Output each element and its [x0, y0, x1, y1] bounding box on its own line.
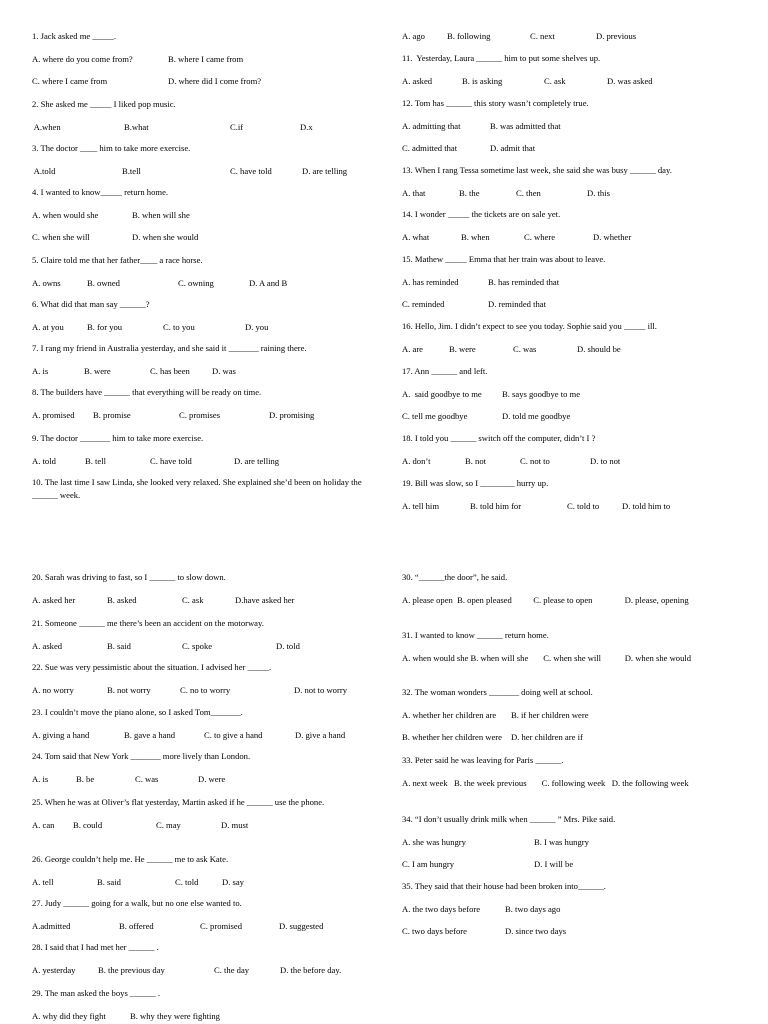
answer-option: C. not to	[520, 455, 550, 466]
question-text: 5. Claire told me that her father____ a race horse.	[32, 255, 203, 265]
left-question-15	[32, 750, 372, 785]
answer-option: A. at you	[32, 321, 64, 332]
option-line	[32, 231, 372, 244]
answer-option: B. asked	[107, 594, 137, 605]
answer-option: C. have told	[150, 455, 192, 466]
answer-option: A. owns	[32, 277, 61, 288]
left-question-9	[32, 432, 372, 467]
option-line	[402, 142, 742, 155]
answer-option: D. were	[198, 773, 226, 784]
answer-option: A. ago	[402, 31, 425, 41]
option-line	[32, 773, 372, 786]
option-line: A. when would she B. when will she C. when she will D. when she would	[402, 652, 692, 663]
answer-option: B. not	[465, 455, 487, 466]
question-text: 14. I wonder _____ the tickets are on sale yet.	[402, 209, 561, 219]
question-text: 23. I couldn’t move the piano alone, so I asked Tom_______.	[32, 707, 243, 717]
answer-option: C. the day	[214, 964, 250, 975]
question-text: 4. I wanted to know_____ return home.	[32, 187, 169, 197]
answer-option: C. reminded	[402, 299, 445, 309]
answer-option: C. where	[524, 231, 556, 242]
answer-option: B. two days ago	[505, 903, 561, 914]
answer-option: D.x	[300, 121, 313, 132]
option-line	[32, 876, 372, 889]
answer-option: A. asked her	[32, 594, 76, 605]
question-text: 21. Someone ______ me there’s been an accident on the motorway.	[32, 618, 264, 628]
option-line	[402, 410, 742, 423]
option-line	[402, 455, 742, 468]
option-line	[32, 729, 372, 742]
option-line	[32, 75, 372, 88]
answer-option: B. were	[449, 343, 476, 354]
answer-option: C. then	[516, 187, 541, 198]
question-text: 20. Sarah was driving to fast, so I ______ to slow down.	[32, 572, 226, 582]
right-question-8	[402, 365, 742, 423]
answer-option: B. says goodbye to me	[502, 388, 581, 399]
right-question-3	[402, 97, 742, 155]
answer-option: C. two days before	[402, 926, 467, 936]
answer-option: B. the	[459, 187, 480, 198]
answer-option: A. what	[402, 231, 430, 242]
option-line	[402, 500, 742, 513]
answer-option: D. her children are if	[511, 732, 583, 742]
option-line	[32, 819, 372, 832]
left-question-2	[32, 98, 372, 133]
answer-option: B. gave a hand	[124, 729, 176, 740]
answer-option: A.told	[32, 165, 56, 176]
answer-option: C. next	[530, 31, 555, 41]
left-question-5	[32, 254, 372, 289]
answer-option: C. was	[513, 343, 537, 354]
question-text: 31. I wanted to know ______ return home.	[402, 630, 549, 640]
answer-option: A. that	[402, 187, 426, 198]
answer-option: C. to you	[163, 321, 195, 332]
answer-option: B. tell	[85, 455, 107, 466]
answer-option: B. when	[461, 231, 490, 242]
answer-option: D. when she would	[132, 232, 199, 242]
question-text: 33. Peter said he was leaving for Paris ______.	[402, 755, 564, 765]
left-question-16	[32, 796, 372, 831]
option-line	[402, 858, 742, 871]
answer-option: C. promises	[179, 409, 221, 420]
option-line	[32, 594, 372, 607]
answer-option: A. no worry	[32, 684, 74, 695]
option-line	[32, 409, 372, 422]
answer-option: A. is	[32, 365, 49, 376]
option-line	[402, 709, 742, 722]
question-text: 17. Ann ______ and left.	[402, 366, 488, 376]
answer-option: A. promised	[32, 409, 75, 420]
answer-option: D. suggested	[279, 920, 324, 931]
option-line	[32, 640, 372, 653]
option-line	[402, 231, 742, 244]
answer-option: B. for you	[87, 321, 123, 332]
answer-option: C. I am hungry	[402, 859, 455, 869]
option-line	[402, 731, 742, 744]
option-line: A. please open B. open pleased C. please to open D. please, opening	[402, 594, 689, 605]
question-text: 1. Jack asked me _____.	[32, 31, 117, 41]
right-question-12	[402, 629, 742, 664]
answer-option: D. should be	[577, 343, 621, 354]
answer-option: D.have asked her	[235, 594, 295, 605]
question-text: 3. The doctor ____ him to take more exercise.	[32, 143, 191, 153]
answer-option: C. no to worry	[180, 684, 231, 695]
answer-option: A. when would she	[32, 209, 99, 220]
answer-option: A. asked	[402, 75, 433, 86]
answer-option: B.tell	[122, 165, 141, 176]
answer-option: C. was	[135, 773, 159, 784]
question-text: 29. The man asked the boys ______ .	[32, 988, 161, 998]
answer-option: D. told me goodbye	[502, 411, 571, 421]
option-line	[402, 187, 742, 200]
answer-option: B. said	[97, 876, 121, 887]
option-line	[402, 903, 742, 916]
answer-option: B. could	[73, 819, 103, 830]
answer-option: C. owning	[178, 277, 214, 288]
question-text: 22. Sue was very pessimistic about the situation. I advised her _____.	[32, 662, 272, 672]
right-question-13	[402, 686, 742, 744]
answer-option: D. I will be	[534, 859, 574, 869]
option-line	[32, 684, 372, 697]
question-text: 12. Tom has ______ this story wasn’t completely true.	[402, 98, 589, 108]
option-line	[32, 920, 372, 933]
left-question-18	[32, 897, 372, 932]
question-text: 34. “I don’t usually drink milk when ______ ” Mrs. Pike said.	[402, 814, 616, 824]
answer-option: B. was admitted that	[490, 120, 561, 131]
left-question-19	[32, 941, 372, 976]
option-line	[32, 321, 372, 334]
question-text: 35. They said that their house had been broken into______.	[402, 881, 606, 891]
question-text: 6. What did that man say ______?	[32, 299, 150, 309]
question-text: 16. Hello, Jim. I didn’t expect to see you today. Sophie said you _____ ill.	[402, 321, 657, 331]
answer-option: A.when	[32, 121, 61, 132]
answer-option: C. promised	[200, 920, 243, 931]
answer-option: C. have told	[230, 165, 272, 176]
answer-option: A.admitted	[32, 920, 71, 931]
answer-option: D. to not	[590, 455, 621, 466]
answer-option: B. not worry	[107, 684, 151, 695]
question-text: 7. I rang my friend in Australia yesterday, and she said it _______ raining there.	[32, 343, 307, 353]
answer-option: A. told	[32, 455, 56, 466]
answer-option: A. said goodbye to me	[402, 388, 482, 399]
right-question-14	[402, 754, 742, 789]
answer-option: A. has reminded	[402, 276, 459, 287]
right-question-2	[402, 52, 742, 87]
answer-option: D. the before day.	[280, 964, 342, 975]
answer-option: C. tell me goodbye	[402, 411, 468, 421]
answer-option: B. if her children were	[511, 709, 589, 720]
answer-option: B. why they were fighting	[130, 1010, 220, 1021]
answer-option: D. was asked	[607, 75, 653, 86]
option-line	[402, 343, 742, 356]
option-line	[402, 298, 742, 311]
left-question-20	[32, 987, 372, 1022]
answer-option: C. ask	[544, 75, 566, 86]
answer-option: B. owned	[87, 277, 120, 288]
left-question-13	[32, 661, 372, 696]
left-question-1	[32, 30, 372, 88]
option-line	[402, 276, 742, 289]
answer-option: D. whether	[593, 231, 632, 242]
answer-option: B. the previous day	[98, 964, 165, 975]
question-text: 15. Mathew _____ Emma that her train was about to leave.	[402, 254, 606, 264]
left-question-10	[32, 476, 372, 511]
question-text: 10. The last time I saw Linda, she looked very relaxed. She explained she’d been on holiday the ______ week.	[32, 477, 364, 500]
answer-option: D. say	[222, 876, 244, 887]
answer-option: C. spoke	[182, 640, 213, 651]
question-text: 18. I told you ______ switch off the computer, didn’t I ?	[402, 433, 596, 443]
answer-option: C. admitted that	[402, 143, 458, 153]
answer-option: D. this	[587, 187, 610, 198]
answer-option: D. previous	[596, 31, 637, 41]
option-line	[32, 455, 372, 468]
answer-option: C. told	[175, 876, 199, 887]
answer-option: A. why did they fight	[32, 1010, 106, 1021]
answer-option: C. to give a hand	[204, 729, 263, 740]
answer-option: D. give a hand	[295, 729, 346, 740]
question-text: 19. Bill was slow, so I ________ hurry up.	[402, 478, 549, 488]
option-line	[32, 365, 372, 378]
right-question-11	[402, 571, 742, 606]
right-question-15	[402, 813, 742, 871]
question-text: 28. I said that I had met her ______ .	[32, 942, 159, 952]
option-line	[32, 165, 372, 178]
question-text: 13. When I rang Tessa sometime last week, she said she was busy ______ day.	[402, 165, 672, 175]
option-line	[402, 120, 742, 133]
option-line	[402, 30, 742, 43]
answer-option: D. told	[276, 640, 300, 651]
left-question-6	[32, 298, 372, 333]
answer-option: D. are telling	[234, 455, 280, 466]
answer-option: B. has reminded that	[488, 276, 560, 287]
question-text: 32. The woman wonders _______ doing well at school.	[402, 687, 593, 697]
option-line	[32, 53, 372, 66]
question-text: 24. Tom said that New York _______ more lively than London.	[32, 751, 251, 761]
answer-option: D. you	[245, 321, 269, 332]
left-question-12	[32, 617, 372, 652]
question-text: 2. She asked me _____ I liked pop music.	[32, 99, 176, 109]
left-question-8	[32, 386, 372, 421]
option-line	[32, 1010, 372, 1023]
option-line	[402, 388, 742, 401]
answer-option: B. promise	[93, 409, 131, 420]
answer-option: B. following	[447, 31, 491, 41]
answer-option: B. I was hungry	[534, 836, 589, 847]
question-text: 11. Yesterday, Laura ______ him to put some shelves up.	[402, 53, 601, 63]
question-text: 8. The builders have ______ that everything will be ready on time.	[32, 387, 262, 397]
answer-option: D. promising	[269, 409, 315, 420]
answer-option: A. tell	[32, 876, 54, 887]
answer-option: A. asked	[32, 640, 63, 651]
answer-option: B. said	[107, 640, 131, 651]
answer-option: C.if	[230, 121, 244, 132]
answer-option: B. offered	[119, 920, 154, 931]
answer-option: A. she was hungry	[402, 836, 466, 847]
answer-option: A. can	[32, 819, 55, 830]
left-question-11	[32, 571, 372, 606]
right-question-16	[402, 880, 742, 938]
answer-option: D. told him to	[622, 500, 671, 511]
answer-option: D. not to worry	[294, 684, 347, 695]
option-line	[402, 836, 742, 849]
option-line	[32, 277, 372, 290]
left-question-17	[32, 853, 372, 888]
question-text: 26. George couldn’t help me. He ______ me to ask Kate.	[32, 854, 229, 864]
answer-option: C. ask	[182, 594, 204, 605]
answer-option: B. told him for	[470, 500, 522, 511]
right-question-10	[402, 477, 742, 512]
answer-option: C. when she will	[32, 232, 90, 242]
answer-option: B. were	[84, 365, 111, 376]
answer-option: D. admit that	[490, 143, 536, 153]
answer-option: C. told to	[567, 500, 600, 511]
question-text: 27. Judy ______ going for a walk, but no one else wanted to.	[32, 898, 242, 908]
answer-option: C. may	[156, 819, 181, 830]
question-text: 9. The doctor _______ him to take more exercise.	[32, 433, 204, 443]
right-question-7	[402, 320, 742, 355]
answer-option: A. where do you come from?	[32, 53, 133, 64]
answer-option: A. don’t	[402, 455, 431, 466]
option-line	[32, 964, 372, 977]
answer-option: C. has been	[150, 365, 190, 376]
left-question-7	[32, 342, 372, 377]
answer-option: A. giving a hand	[32, 729, 90, 740]
answer-option: B. whether her children were	[402, 732, 502, 742]
answer-option: D. since two days	[505, 926, 567, 936]
left-question-4	[32, 186, 372, 244]
question-text: 30. “______the door”, he said.	[402, 572, 508, 582]
answer-option: A. are	[402, 343, 423, 354]
answer-option: D. A and B	[249, 277, 288, 288]
answer-option: B. is asking	[462, 75, 503, 86]
option-line	[32, 121, 372, 134]
answer-option: D. reminded that	[488, 299, 546, 309]
right-question-5	[402, 208, 742, 243]
answer-option: A. is	[32, 773, 49, 784]
answer-option: A. the two days before	[402, 903, 481, 914]
right-question-9	[402, 432, 742, 467]
answer-option: B.what	[124, 121, 149, 132]
answer-option: D. was	[212, 365, 236, 376]
answer-option: D. must	[221, 819, 249, 830]
left-question-3	[32, 142, 372, 177]
answer-option: A. tell him	[402, 500, 439, 511]
answer-option: A. admitting that	[402, 120, 461, 131]
answer-option: B. where I came from	[168, 53, 244, 64]
answer-option: A. yesterday	[32, 964, 76, 975]
answer-option: C. where I came from	[32, 76, 108, 86]
right-question-4	[402, 164, 742, 199]
option-line	[402, 925, 742, 938]
question-text: 25. When he was at Oliver’s flat yesterday, Martin asked if he ______ use the phone.	[32, 797, 325, 807]
right-question-1	[402, 30, 742, 43]
answer-option: B. when will she	[132, 209, 190, 220]
option-line: A. next week B. the week previous C. following week D. the following week	[402, 777, 689, 788]
answer-option: B. be	[76, 773, 95, 784]
right-question-6	[402, 253, 742, 311]
left-question-14	[32, 706, 372, 741]
answer-option: D. are telling	[302, 165, 348, 176]
option-line	[402, 75, 742, 88]
answer-option: D. where did I come from?	[168, 76, 262, 86]
answer-option: A. whether her children are	[402, 709, 497, 720]
option-line	[32, 209, 372, 222]
